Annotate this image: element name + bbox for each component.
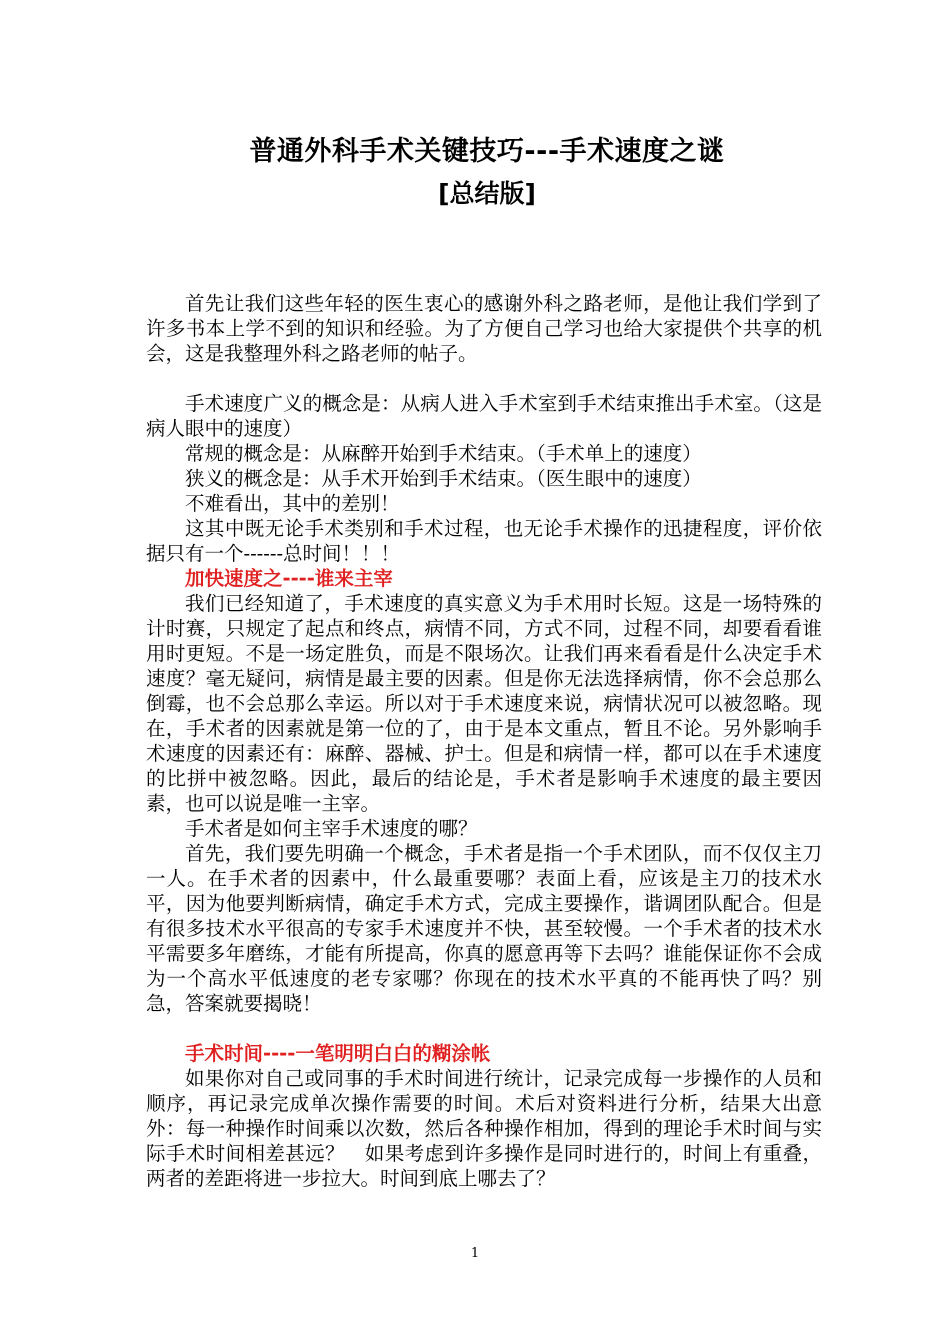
paragraph-time-statistics: 如果你对自己或同事的手术时间进行统计，记录完成每一步操作的人员和顺序，再记录完成单次操作需要的时间。术后对资料进行分析，结果大出意外：每一种操作时间乘以次数，然后各种操作相加，得到的理论手术时间与实际手术时间相差甚远？ 如果考虑到许多操作是同时进行的，时间上有重叠，两者的差距将进一步拉大。时间到底上哪去了？ — [146, 1067, 822, 1190]
page-number: 1 — [470, 1246, 480, 1261]
section-heading-surgery-time: 手术时间----一笔明明白白的糊涂帐 — [185, 1042, 491, 1065]
document-subtitle: [总结版] — [438, 179, 536, 208]
document-body — [146, 291, 822, 1191]
paragraph-speed-factors: 我们已经知道了，手术速度的真实意义为手术用时长短。这是一场特殊的计时赛，只规定了起点和终点，病情不同，方式不同，过程不同，却要看看谁用时更短。不是一场定胜负，而是不限场次。让我们再来看看是什么决定手术速度？毫无疑问，病情是最主要的因素。但是你无法选择病情，你不会总那么倒霉，也不会总那么幸运。所以对于手术速度来说，病情状况可以被忽略。现在，手术者的因素就是第一位的了，由于是本文重点，暂且不论。另外影响手术速度的因素还有：麻醉、器械、护士。但是和病情一样，都可以在手术速度的比拼中被忽略。因此，最后的结论是，手术者是影响手术速度的最主要因素，也可以说是唯一主宰。 — [146, 592, 822, 815]
paragraph-surgeon-team: 首先，我们要先明确一个概念，手术者是指一个手术团队，而不仅仅主刀一人。在手术者的因素中，什么最重要哪？表面上看，应该是主刀的技术水平，因为他要判断病情，确定手术方式，完成主要操作，谐调团队配合。但是有很多技术水平很高的专家手术速度并不快，甚至较慢。一个手术者的技术水平需要多年磨练，才能有所提高，你真的愿意再等下去吗？谁能保证你不会成为一个高水平低速度的老专家哪？你现在的技术水平真的不能再快了吗？别急，答案就要揭晓！ — [146, 842, 822, 1015]
paragraph-question: 手术者是如何主宰手术速度的哪？ — [185, 817, 478, 840]
section-heading-who-decides: 加快速度之----谁来主宰 — [185, 567, 393, 590]
paragraph-intro: 首先让我们这些年轻的医生衷心的感谢外科之路老师，是他让我们学到了许多书本上学不到的知识和经验。为了方便自己学习也给大家提供个共享的机会，这是我整理外科之路老师的帖子。 — [146, 292, 822, 365]
paragraph-difference: 不难看出，其中的差别！ — [185, 492, 400, 515]
paragraph-broad-concept: 手术速度广义的概念是：从病人进入手术室到手术结束推出手术室。（这是病人眼中的速度） — [146, 392, 822, 440]
paragraph-narrow-concept: 狭义的概念是：从手术开始到手术结束。（医生眼中的速度） — [185, 467, 702, 490]
paragraph-gap — [146, 366, 822, 391]
paragraph-total-time: 这其中既无论手术类别和手术过程，也无论手术操作的迅捷程度，评价依据只有一个------总时间！！！ — [146, 517, 822, 565]
document-title: 普通外科手术关键技巧---手术速度之谜 — [249, 136, 725, 167]
paragraph-gap — [146, 1016, 822, 1041]
paragraph-regular-concept: 常规的概念是：从麻醉开始到手术结束。（手术单上的速度） — [185, 442, 702, 465]
